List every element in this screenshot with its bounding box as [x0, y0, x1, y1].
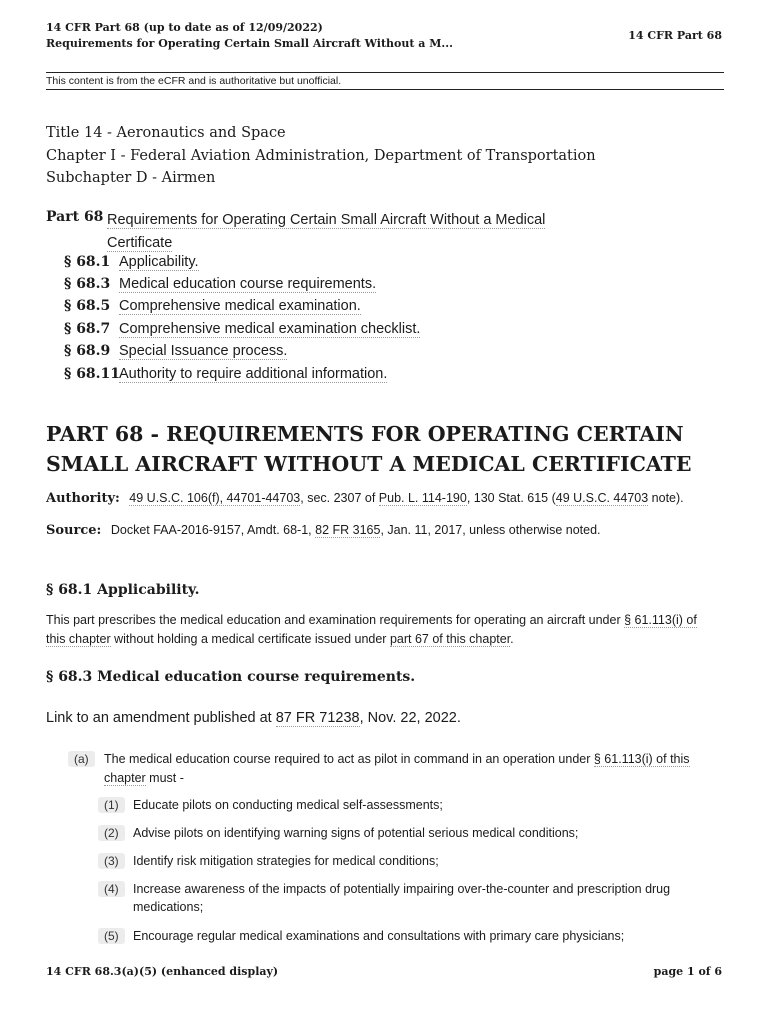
source-label: Source:: [46, 523, 102, 538]
document-header: [46, 20, 453, 52]
item-label: (4): [98, 881, 125, 897]
header-divider-top: [46, 72, 724, 73]
toc-part-label: Part 68: [46, 209, 104, 225]
authority-line: [46, 491, 684, 506]
toc-section-title[interactable]: Authority to require additional information.: [119, 366, 388, 382]
hierarchy-title: Title 14 - Aeronautics and Space: [46, 125, 286, 141]
authority-text: , 130 Stat. 615 (: [466, 491, 556, 505]
item-label: (1): [98, 797, 125, 813]
header-right-label: 14 CFR Part 68: [628, 29, 722, 42]
toc-part-title[interactable]: Requirements for Operating Certain Small Aircraft Without a Medical Certificate: [107, 212, 546, 251]
amendment-text: , Nov. 22, 2022.: [359, 710, 461, 726]
paragraph-text: .: [510, 632, 514, 646]
amendment-note: [46, 710, 461, 726]
footer-citation: 14 CFR 68.3(a)(5) (enhanced display): [46, 965, 279, 978]
toc-section-68-3[interactable]: [64, 276, 376, 298]
source-link-fr[interactable]: 82 FR 3165: [315, 523, 381, 537]
hierarchy-chapter: Chapter I - Federal Aviation Administration, Department of Transportation: [46, 147, 596, 164]
paragraph-a-label-wrap: [68, 750, 95, 768]
link-61-113i[interactable]: § 61.113(i) of this chapter: [46, 613, 697, 646]
section-heading-68-3: § 68.3 Medical education course requirements.: [46, 669, 416, 685]
item-2-text: Advise pilots on identifying warning signs of potential serious medical conditions;: [133, 826, 579, 840]
toc-section-number: § 68.3: [64, 276, 111, 292]
item-4-label-wrap: [98, 880, 125, 898]
authority-text: , sec. 2307 of: [300, 491, 379, 505]
header-line-1: 14 CFR Part 68 (up to date as of 12/09/2022): [46, 21, 323, 34]
authority-link-usc-44703[interactable]: 49 U.S.C. 44703: [555, 491, 649, 505]
toc-section-68-11[interactable]: [64, 366, 387, 388]
paragraph-text: without holding a medical certificate issued under: [110, 632, 390, 646]
hierarchy-subchapter: Subchapter D - Airmen: [46, 170, 216, 186]
link-part-67[interactable]: part 67 of this chapter: [389, 632, 511, 646]
item-label: (5): [98, 928, 125, 944]
toc-section-number: § 68.1: [64, 254, 111, 270]
authority-link-publaw[interactable]: Pub. L. 114-190: [378, 491, 467, 505]
toc-section-number: § 68.11: [64, 366, 121, 382]
section-68-1-paragraph: [46, 611, 716, 649]
amendment-text: Link to an amendment published at: [46, 710, 276, 726]
link-61-113i[interactable]: § 61.113(i) of this chapter: [104, 752, 690, 785]
toc-section-number: § 68.5: [64, 298, 111, 314]
hierarchy: [46, 122, 596, 190]
item-label: (2): [98, 825, 125, 841]
header-divider-bottom: [46, 89, 724, 90]
toc-section-title[interactable]: Applicability.: [119, 254, 199, 270]
section-heading-68-1: § 68.1 Applicability.: [46, 582, 200, 598]
paragraph-text: must -: [145, 771, 184, 785]
toc-section-68-5[interactable]: [64, 298, 361, 320]
source-line: [46, 523, 601, 538]
item-2-label-wrap: [98, 824, 125, 842]
toc-section-number: § 68.7: [64, 321, 111, 337]
item-5-label-wrap: [98, 927, 125, 945]
paragraph-text: This part prescribes the medical education and examination requirements for operating an aircraft under: [46, 613, 625, 627]
toc-section-number: § 68.9: [64, 343, 111, 359]
paragraph-a-text: [104, 750, 714, 788]
toc-section-68-7[interactable]: [64, 321, 420, 343]
authority-link-usc[interactable]: 49 U.S.C. 106(f), 44701-44703: [129, 491, 301, 505]
toc-section-title[interactable]: Medical education course requirements.: [119, 276, 377, 292]
part-heading: PART 68 - REQUIREMENTS FOR OPERATING CERTAIN SMALL AIRCRAFT WITHOUT A MEDICAL CERTIFICATE: [46, 422, 692, 476]
header-line-2: Requirements for Operating Certain Small Aircraft Without a M...: [46, 37, 453, 50]
source-text: , Jan. 11, 2017, unless otherwise noted.: [380, 523, 601, 537]
item-1-label-wrap: [98, 796, 125, 814]
item-3-text: Identify risk mitigation strategies for medical conditions;: [133, 854, 439, 868]
item-label: (3): [98, 853, 125, 869]
item-3-label-wrap: [98, 852, 125, 870]
item-4-text: Increase awareness of the impacts of potentially impairing over-the-counter and prescription drug medications;: [133, 882, 671, 914]
source-text: Docket FAA-2016-9157, Amdt. 68-1,: [110, 523, 316, 537]
toc-section-title[interactable]: Special Issuance process.: [119, 343, 288, 359]
item-5-text: Encourage regular medical examinations and consultations with primary care physicians;: [133, 929, 625, 943]
item-1-text: Educate pilots on conducting medical self-assessments;: [133, 798, 443, 812]
amendment-link[interactable]: 87 FR 71238: [275, 710, 360, 726]
paragraph-label: (a): [68, 751, 95, 767]
paragraph-text: The medical education course required to act as pilot in command in an operation under: [104, 752, 594, 766]
authority-label: Authority:: [46, 491, 120, 506]
footer-page-number: page 1 of 6: [653, 965, 722, 978]
authority-text: note).: [648, 491, 684, 505]
authority-notice: This content is from the eCFR and is authoritative but unofficial.: [46, 75, 342, 87]
toc-section-title[interactable]: Comprehensive medical examination.: [119, 298, 361, 314]
toc-section-68-1[interactable]: [64, 254, 199, 276]
toc-part-title-link[interactable]: [107, 209, 577, 254]
toc-section-68-9[interactable]: [64, 343, 287, 365]
toc-section-title[interactable]: Comprehensive medical examination checklist.: [119, 321, 421, 337]
